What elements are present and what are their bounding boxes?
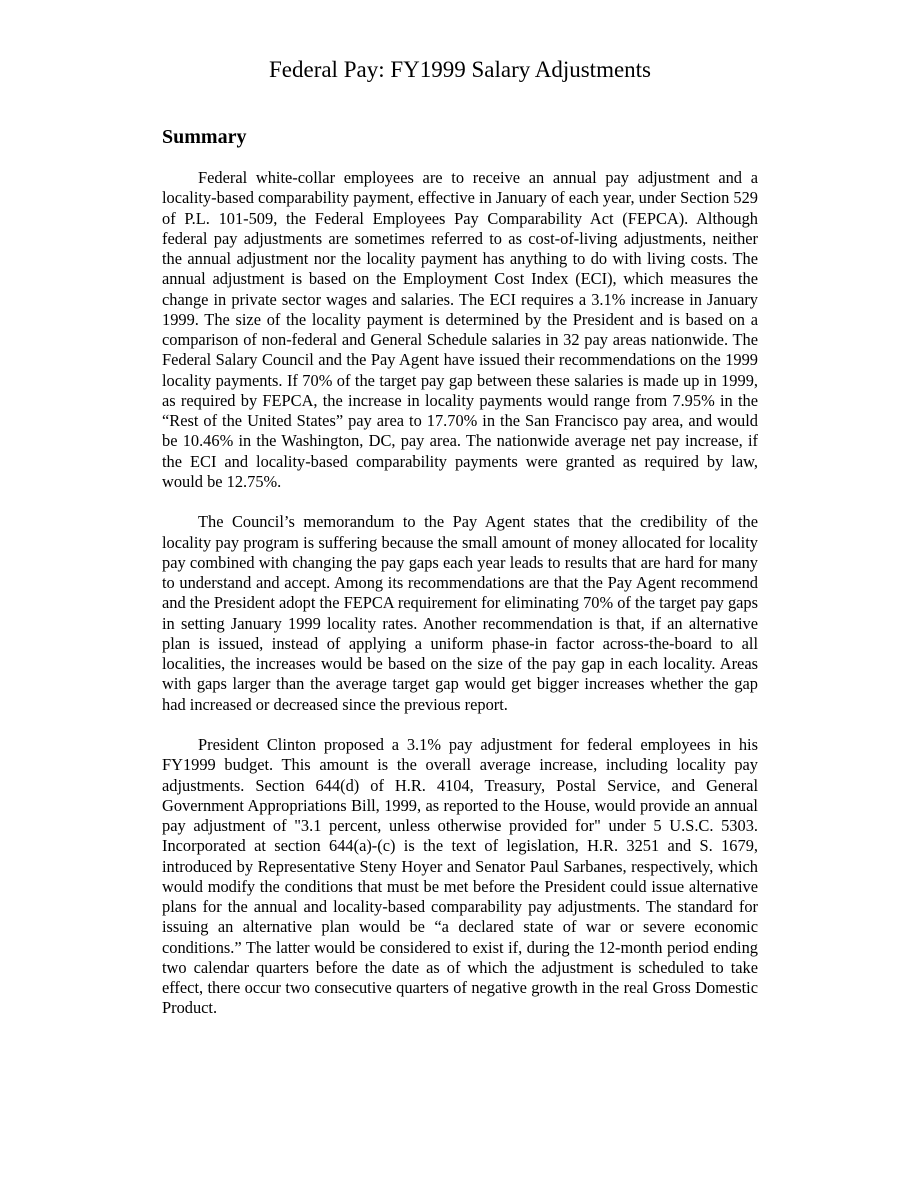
summary-paragraph-2: The Council’s memorandum to the Pay Agent states that the credibility of the locality pay program is suffering because the small amount of money allocated for locality pay combined with changing the pay gaps each year leads to results that are hard for many to understand and accept. Among its recommendations are that the Pay Agent recommend and the President adopt the FEPCA requirement for eliminating 70% of the target pay gaps in setting January 1999 locality rates. Another recommendation is that, if an alternative plan is issued, instead of applying a uniform phase-in factor across-the-board to all localities, the increases would be based on the size of the pay gap in each locality. Areas with gaps larger than the average target gap would get bigger increases whether the gap had increased or decreased since the previous report. xyxy=(162,512,759,714)
summary-body xyxy=(162,168,758,1019)
summary-paragraph-1: Federal white-collar employees are to receive an annual pay adjustment and a locality-based comparability payment, effective in January of each year, under Section 529 of P.L. 101-509, the Federal Employees Pay Comparability Act (FEPCA). Although federal pay adjustments are sometimes referred to as cost-of-living adjustments, neither the annual adjustment nor the locality payment has anything to do with living costs. The annual adjustment is based on the Employment Cost Index (ECI), which measures the change in private sector wages and salaries. The ECI requires a 3.1% increase in January 1999. The size of the locality payment is determined by the President and is based on a comparison of non-federal and General Schedule salaries in 32 pay areas nationwide. The Federal Salary Council and the Pay Agent have issued their recommendations on the 1999 locality payments. If 70% of the target pay gap between these salaries is made up in 1999, as required by FEPCA, the increase in locality payments would range from 7.95% in the “Rest of the United States” pay area to 17.70% in the San Francisco pay area, and would be 10.46% in the Washington, DC, pay area. The nationwide average net pay increase, if the ECI and locality-based comparability payments were granted as required by law, would be 12.75%. xyxy=(162,168,758,491)
summary-paragraph-3: President Clinton proposed a 3.1% pay adjustment for federal employees in his FY1999 budget. This amount is the overall average increase, including locality pay adjustments. Section 644(d) of H.R. 4104, Treasury, Postal Service, and General Government Appropriations Bill, 1999, as reported to the House, would provide an annual pay adjustment of "3.1 percent, unless otherwise provided for" under 5 U.S.C. 5303. Incorporated at section 644(a)-(c) is the text of legislation, H.R. 3251 and S. 1679, introduced by Representative Steny Hoyer and Senator Paul Sarbanes, respectively, which would modify the conditions that must be met before the President could issue alternative plans for the annual and locality-based comparability pay adjustments. The standard for issuing an alternative plan would be “a declared state of war or severe economic conditions.” The latter would be considered to exist if, during the 12-month period ending two calendar quarters before the date as of which the adjustment is scheduled to take effect, there occur two consecutive quarters of negative growth in the real Gross Domestic Product. xyxy=(162,735,758,1018)
summary-heading: Summary xyxy=(162,126,247,148)
document-title: Federal Pay: FY1999 Salary Adjustments xyxy=(268,57,652,82)
